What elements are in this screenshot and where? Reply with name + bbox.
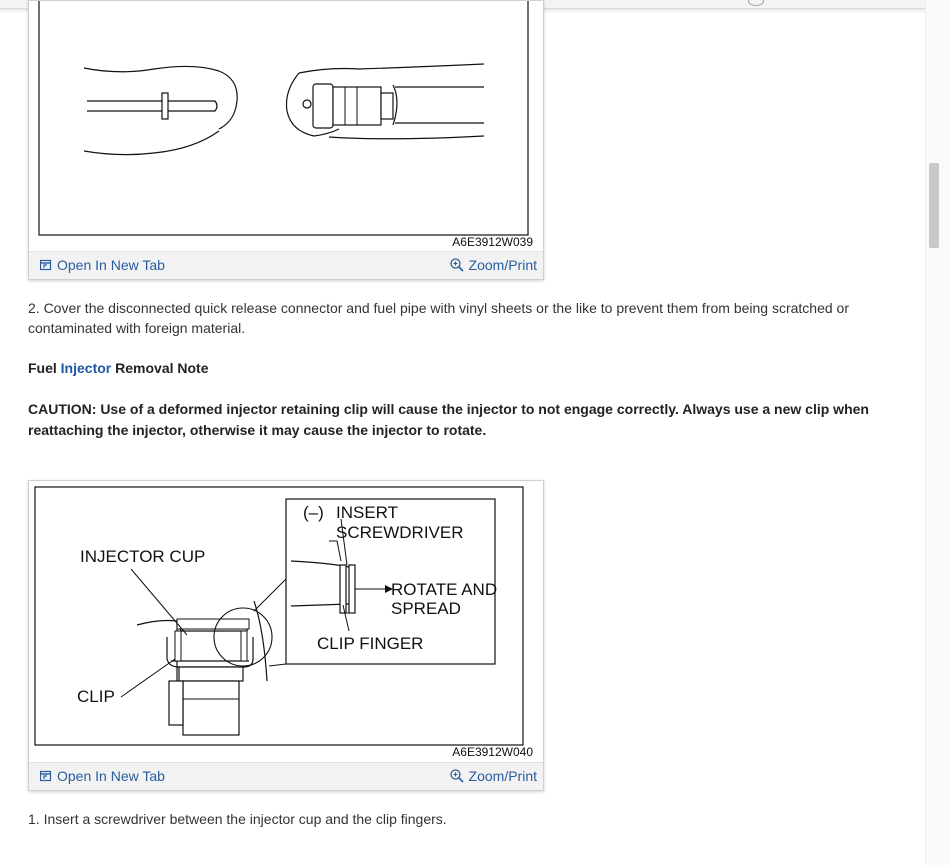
label-screwdriver: SCREWDRIVER [336,523,464,542]
external-tab-icon [40,259,52,271]
caution-note: CAUTION: Use of a deformed injector retaining clip will cause the injector to not engage correctly. Always use a new clip when reattaching the injector, otherwise it may cause the injector to rotate. [28,401,869,438]
figure-action-bar [29,251,543,279]
open-in-new-tab-link[interactable] [40,768,165,784]
label-clip: CLIP [77,687,115,706]
open-in-new-tab-link[interactable] [40,257,165,273]
step-cover-connector: 2. Cover the disconnected quick release connector and fuel pipe with vinyl sheets or the like to prevent them from being scratched or contaminated with foreign material. [28,300,850,336]
heading-suffix: Removal Note [115,360,209,376]
page-scrollbar[interactable] [925,0,950,865]
open-in-new-tab-label: Open In New Tab [57,768,165,784]
figure-id-label: A6E3912W040 [452,745,533,759]
open-in-new-tab-label: Open In New Tab [57,257,165,273]
figure-fuel-pipe-connector [28,0,544,280]
heading-prefix: Fuel [28,360,57,376]
external-tab-icon [40,770,52,782]
label-injector-cup: INJECTOR CUP [80,547,206,566]
figure-injector-clip [28,480,544,791]
figure-action-bar [29,762,543,790]
zoom-in-icon [450,769,464,783]
label-spread: SPREAD [391,599,461,618]
zoom-print-label: Zoom/Print [468,257,537,273]
injector-clip-illustration [29,481,543,761]
label-rotate-and: ROTATE AND [391,580,498,599]
zoom-print-link[interactable] [450,768,537,784]
section-heading [28,358,908,378]
zoom-print-link[interactable] [450,257,537,273]
scrollbar-thumb[interactable] [929,163,939,248]
toolbar-partial-icon [748,0,764,6]
injector-link[interactable]: Injector [60,360,112,376]
label-insert: INSERT [336,503,399,522]
figure-id-label: A6E3912W039 [452,235,533,249]
zoom-print-label: Zoom/Print [468,768,537,784]
zoom-in-icon [450,258,464,272]
label-clip-finger: CLIP FINGER [317,634,424,653]
label-minus: (–) [303,503,324,522]
step-insert-screwdriver: 1. Insert a screwdriver between the injector cup and the clip fingers. [28,811,447,827]
fuel-pipe-connector-illustration [29,1,543,251]
